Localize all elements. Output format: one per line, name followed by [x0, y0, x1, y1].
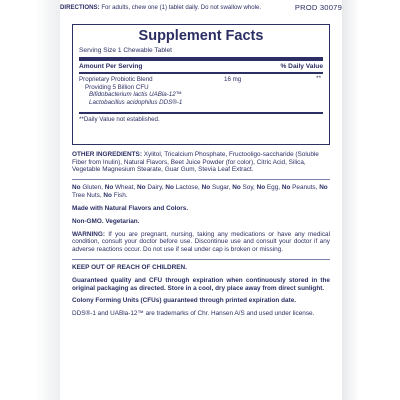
free-from-no: No: [165, 184, 174, 192]
trademark-note: DDS®-1 and UABla-12™ are trademarks of Chr. Hansen A/S and used under license.: [72, 310, 315, 318]
free-from-no: No: [137, 184, 146, 192]
free-from-no: No: [72, 184, 81, 192]
free-from-item: Soy,: [242, 184, 255, 192]
strain-1: Bifidobacterium lactis UABla-12™: [89, 91, 182, 99]
supplement-label: [60, 0, 342, 400]
blend-amount: 16 mg: [224, 76, 242, 83]
keep-out-of-reach: KEEP OUT OF REACH OF CHILDREN.: [72, 263, 187, 271]
right-background: [342, 0, 400, 400]
daily-value-footnote: **Daily Value not established.: [79, 112, 323, 124]
amount-per-serving: Amount Per Serving: [79, 63, 143, 70]
other-ingredients: [72, 151, 330, 174]
free-from-no: No: [281, 184, 291, 192]
guarantee: Guaranteed quality and CFU through expiration when continuously stored in the original packaging as directed. Store in a cool, dry place away from direct sunlight.: [72, 276, 330, 292]
directions-label: DIRECTIONS:: [60, 4, 100, 11]
cfu-note: Colony Forming Units (CFUs) guaranteed through printed expiration date.: [72, 297, 297, 305]
amount-header-row: [79, 61, 323, 74]
blend-daily-value: **: [316, 75, 321, 82]
warning: [72, 231, 330, 254]
free-from-item: Peanuts,: [292, 184, 318, 192]
other-ingredients-text: Xylitol, Tricalcium Phosphate, Fructooligo-saccharide (Soluble Fiber from Inulin), Natural Flavors, Beet Juice Powder (for color), Citric Acid, Silica, Vegetable Magnesium Stearate, Guar Gum, Stevia Leaf Extract.: [72, 151, 319, 174]
blend-name: Proprietary Probiotic Blend: [79, 76, 153, 83]
divider: [72, 259, 330, 260]
label-body-text: [72, 151, 330, 323]
free-from-item: Gluten,: [82, 184, 103, 192]
free-from-item: Sugar,: [211, 184, 231, 192]
warning-label: WARNING:: [72, 230, 106, 238]
free-from-item: Tree Nuts,: [72, 192, 102, 199]
other-ingredients-label: OTHER INGREDIENTS:: [72, 151, 142, 158]
serving-size: Serving Size 1 Chewable Tablet: [79, 46, 323, 61]
free-from-no: No: [201, 184, 211, 192]
directions-line: [60, 4, 342, 12]
blend-cfu: Providing 5 Billion CFU: [85, 83, 149, 91]
free-from-item: Dairy,: [147, 184, 164, 192]
strain-2: Lactobacillus acidophilus DDS®-1: [89, 98, 183, 106]
free-from-item: Egg,: [266, 184, 281, 192]
free-from-no: No: [232, 184, 241, 192]
product-code: PROD 30079: [294, 3, 342, 12]
free-from-item: Wheat,: [115, 184, 136, 192]
free-from-no: No: [104, 184, 114, 192]
free-from-no: No: [256, 184, 266, 192]
left-background: [0, 0, 60, 400]
daily-value-header: % Daily Value: [280, 63, 323, 70]
non-gmo: Non-GMO. Vegetarian.: [72, 217, 140, 225]
free-from-no: No: [319, 184, 328, 192]
free-from-list: [72, 184, 330, 199]
facts-title: Supplement Facts: [138, 28, 264, 44]
probiotic-blend-row: [79, 74, 323, 112]
free-from-item: Fish.: [113, 192, 128, 199]
warning-text: If you are pregnant, nursing, taking any medications or have any medical condition, consult your doctor before use. Discontinue use and consult your doctor if any adverse reactions occur. Do not use if seal under cap is broken or missing.: [72, 230, 331, 254]
free-from-item: Lactose,: [175, 184, 200, 192]
directions-text: For adults, chew one (1) tablet daily. Do not swallow whole.: [101, 4, 262, 11]
divider: [72, 179, 330, 180]
supplement-facts-panel: [72, 24, 330, 145]
natural-flavors: Made with Natural Flavors and Colors.: [72, 204, 189, 212]
free-from-no: No: [103, 192, 112, 199]
